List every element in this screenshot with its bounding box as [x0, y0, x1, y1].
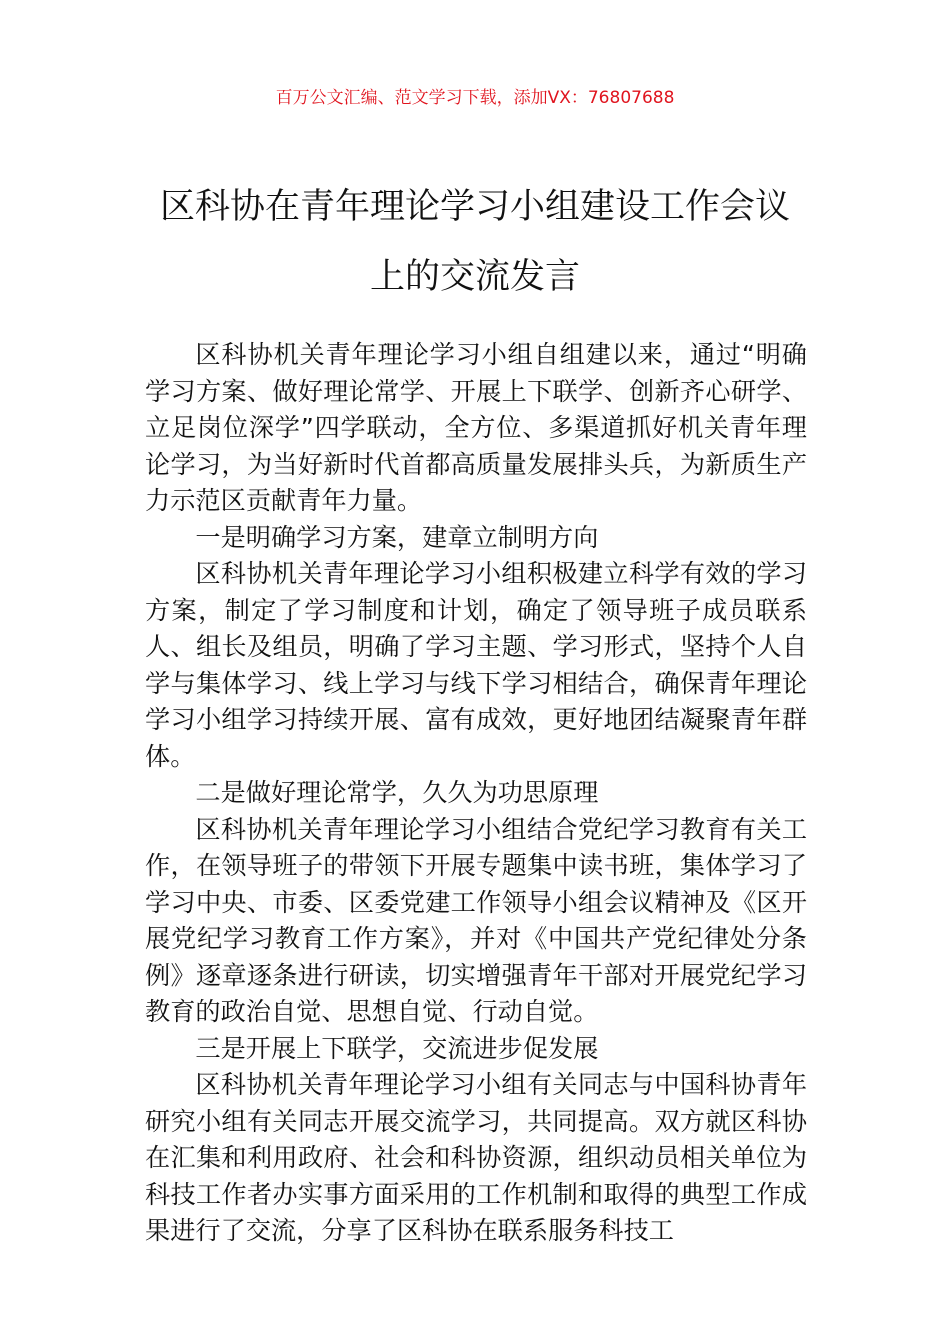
paragraph-section-3: 区科协机关青年理论学习小组有关同志与中国科协青年研究小组有关同志开展交流学习，共同提高。双方就区科协在汇集和利用政府、社会和科协资源，组织动员相关单位为科技工作者办实事方面采用的工作机制和取得的典型工作成果进行了交流，分享了区科协在联系服务科技工: [145, 1070, 807, 1245]
document-title-line-2: 上的交流发言: [369, 257, 580, 297]
section-heading-3: 三是开展上下联学，交流进步促发展: [195, 1033, 599, 1063]
header-banner: 百万公文汇编、范文学习下载，添加VX：76807688: [275, 88, 675, 108]
document-body: [145, 337, 807, 1250]
section-heading-2: 二是做好理论常学，久久为功思原理: [195, 778, 599, 807]
document-title: [100, 172, 850, 312]
paragraph-section-1: 区科协机关青年理论学习小组积极建立科学有效的学习方案，制定了学习制度和计划，确定了领导班子成员联系人、组长及组员，明确了学习主题、学习形式，坚持个人自学与集体学习、线上学习与线下学习相结合，确保青年理论学习小组学习持续开展、富有成效，更好地团结凝聚青年群体。: [145, 559, 807, 771]
section-heading-1: 一是明确学习方案，建章立制明方向: [195, 522, 599, 552]
paragraph-section-2: 区科协机关青年理论学习小组结合党纪学习教育有关工作，在领导班子的带领下开展专题集中读书班，集体学习了学习中央、市委、区委党建工作领导小组会议精神及《区开展党纪学习教育工作方案》，并对《中国共产党纪律处分条例》逐章逐条进行研读，切实增强青年干部对开展党纪学习教育的政治自觉、思想自觉、行动自觉。: [145, 814, 807, 1026]
document-title-line-1: 区科协在青年理论学习小组建设工作会议: [159, 187, 790, 227]
paragraph-intro: 区科协机关青年理论学习小组自组建以来，通过“明确学习方案、做好理论常学、开展上下联学、创新齐心研学、立足岗位深学”四学联动，全方位、多渠道抓好机关青年理论学习，为当好新时代首都高质量发展排头兵，为新质生产力示范区贡献青年力量。: [145, 340, 807, 515]
